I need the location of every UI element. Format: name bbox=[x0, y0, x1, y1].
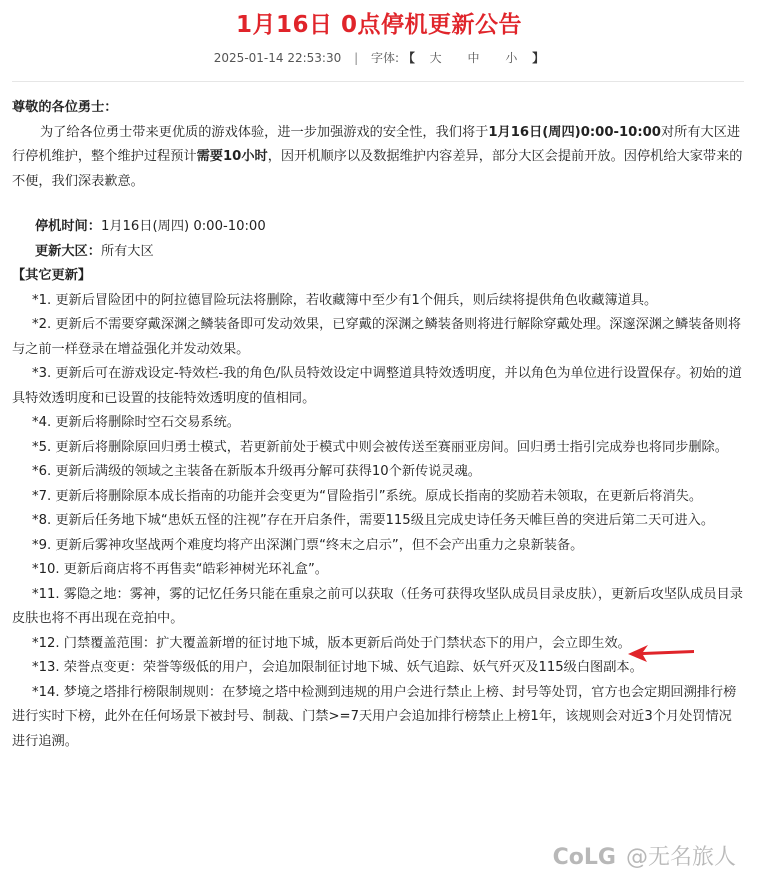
watermark-logo: CoLG bbox=[552, 845, 616, 870]
update-item: *10. 更新后商店将不再售卖“皓彩神树光环礼盒”。 bbox=[32, 562, 328, 577]
update-item: *13. 荣誉点变更：荣誉等级低的用户，会追加限制征讨地下城、妖气追踪、妖气歼灭及115级白图副本。 bbox=[32, 660, 643, 675]
font-size-medium-button[interactable]: 中 bbox=[467, 51, 480, 65]
update-item: *14. 梦境之塔排行榜限制规则：在梦境之塔中检测到违规的用户会进行禁止上榜、封号等处罚，官方也会定期回溯排行榜进行实时下榜，此外在任何场景下被封号、制裁、门禁>=7天用户会追加排行榜禁止上榜1年，该规则会对近3个月处罚情况进行追溯。 bbox=[12, 684, 737, 749]
section-title: 【其它更新】 bbox=[12, 268, 92, 283]
maintenance-region-label: 更新大区： bbox=[35, 243, 101, 259]
intro-bold-date: 1月16日(周四)0:00-10:00 bbox=[488, 124, 661, 140]
intro-paragraph bbox=[12, 121, 744, 195]
spacer bbox=[12, 194, 744, 215]
page-title: 1月16日 0点停机更新公告 bbox=[235, 12, 523, 38]
header-divider bbox=[12, 81, 744, 82]
update-item: *4. 更新后将删除时空石交易系统。 bbox=[32, 415, 240, 430]
greeting: 尊敬的各位勇士： bbox=[12, 100, 118, 115]
maintenance-time-value: 1月16日(周四) 0:00-10:00 bbox=[100, 219, 266, 234]
update-item: *8. 更新后任务地下城“患妖五怪的注视”存在开启条件，需要115级且完成史诗任务天帷巨兽的突进后第二天可进入。 bbox=[32, 513, 715, 528]
meta-separator: | bbox=[354, 51, 359, 65]
update-item: *3. 更新后可在游戏设定-特效栏-我的角色/队员特效设定中调整道具特效透明度，并以角色为单位进行设置保存。初始的道具特效透明度和已设置的技能特效透明度的值相同。 bbox=[12, 366, 742, 406]
update-item: *7. 更新后将删除原本成长指南的功能并会变更为“冒险指引”系统。原成长指南的奖励若未领取，在更新后将消失。 bbox=[32, 488, 703, 504]
bracket-close: 】 bbox=[532, 51, 545, 65]
publish-datetime: 2025-01-14 22:53:30 bbox=[213, 51, 342, 65]
red-arrow-icon bbox=[626, 641, 696, 665]
maintenance-region-row bbox=[12, 240, 744, 265]
update-item: *5. 更新后将删除原回归勇士模式，若更新前处于模式中则会被传送至赛丽亚房间。回归勇士指引完成券也将同步删除。 bbox=[32, 439, 728, 455]
maintenance-region-value: 所有大区 bbox=[100, 243, 154, 259]
meta-bar bbox=[0, 49, 758, 66]
font-size-large-button[interactable]: 大 bbox=[429, 51, 442, 65]
maintenance-time-row bbox=[12, 215, 744, 240]
font-size-small-button[interactable]: 小 bbox=[505, 51, 518, 65]
update-item: *2. 更新后不需要穿戴深渊之鳞装备即可发动效果，已穿戴的深渊之鳞装备则将进行解除穿戴处理。深邃深渊之鳞装备则将与之前一样登录在增益强化并发动效果。 bbox=[12, 317, 742, 357]
intro-text-2: 对所有大区进行停机维护，整个维护过程预计 bbox=[12, 124, 741, 164]
update-item-highlighted: *9. 更新后雾神攻坚战两个难度均将产出深渊门票“终末之启示”，但不会产出重力之泉新装备。 bbox=[32, 537, 584, 553]
update-item: *1. 更新后冒险团中的阿拉德冒险玩法将删除，若收藏簿中至少有1个佣兵，则后续将提供角色收藏簿道具。 bbox=[32, 292, 658, 308]
intro-text-1: 为了给各位勇士带来更优质的游戏体验，进一步加强游戏的安全性，我们将于 bbox=[40, 124, 489, 140]
maintenance-time-label: 停机时间： bbox=[35, 219, 101, 234]
update-item: *11. 雾隐之地：雾神，雾的记忆任务只能在重泉之前可以获取（任务可获得攻坚队成员目录皮肤），更新后攻坚队成员目录皮肤也将不再出现在竞拍中。 bbox=[12, 586, 743, 626]
intro-bold-duration: 需要10小时 bbox=[196, 149, 268, 164]
watermark-author: @无名旅人 bbox=[625, 845, 736, 870]
bracket-open: 【 bbox=[402, 51, 415, 65]
watermark bbox=[553, 840, 736, 871]
font-size-label: 字体: bbox=[370, 51, 399, 65]
update-item: *6. 更新后满级的领域之主装备在新版本升级再分解可获得10个新传说灵魂。 bbox=[32, 464, 481, 479]
intro-text-3: ，因开机顺序以及数据维护内容差异，部分大区会提前开放。因停机给大家带来的不便，我们深表歉意。 bbox=[12, 149, 743, 189]
update-item: *12. 门禁覆盖范围：扩大覆盖新增的征讨地下城，版本更新后尚处于门禁状态下的用户，会立即生效。 bbox=[32, 635, 631, 651]
